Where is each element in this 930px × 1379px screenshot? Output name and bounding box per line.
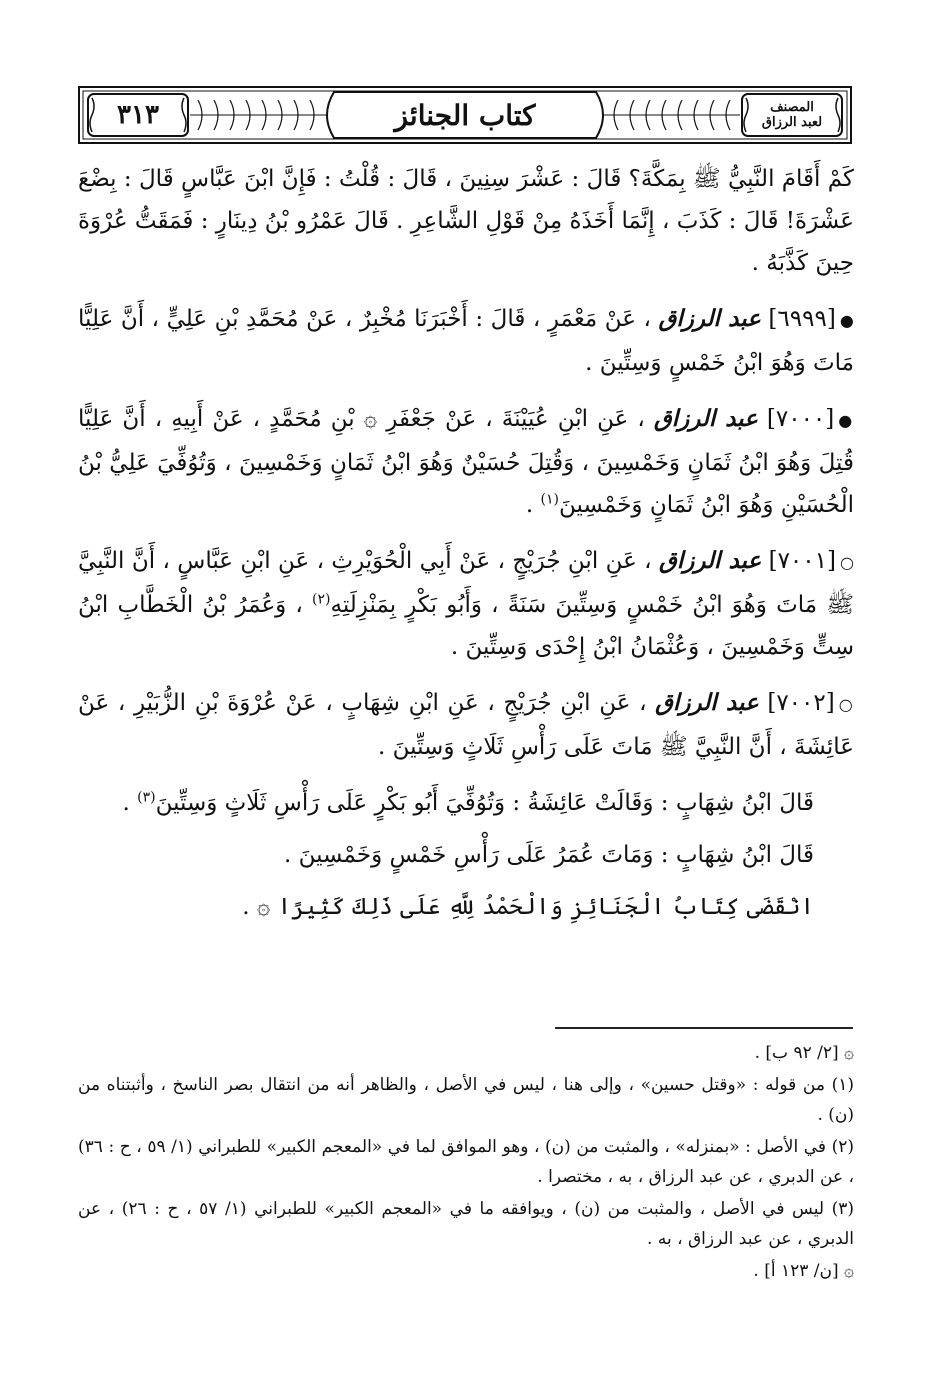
hadith-7002	[78, 682, 854, 768]
hadith-number: [٧٠٠١]	[768, 548, 836, 574]
hadith-number: [٧٠٠٢]	[767, 690, 835, 716]
paragraph-tail: ، وَعُمَرُ بْنُ الْخَطَّابِ ابْنُ سِتٍّ وَخَمْسِينَ ، وَعُثْمَانُ ابْنُ إِحْدَى وَسِتِّينَ .	[78, 592, 854, 660]
paragraph-text: ، عَنِ ابْنِ جُرَيْجٍ ، عَنْ أَبِي الْحُوَيْرِثِ ، عَنِ ابْنِ عَبَّاسٍ ، أَنَّ النَّبِيَّ ﷺ مَاتَ وَهُوَ ابْنُ خَمْسٍ وَسِتِّينَ سَنَةً ، وَأَبُو بَكْرٍ بِمَنْزِلَتِهِ	[78, 548, 854, 618]
paragraph-text: ، عَنِ ابْنِ عُيَيْنَةَ ، عَنْ جَعْفَرِ ۞ بْنِ مُحَمَّدٍ ، عَنْ أَبِيهِ ، أَنَّ عَلِيًّا قُتِلَ وَهُوَ ابْنُ ثَمَانٍ وَخَمْسِينَ ، وَقُتِلَ حُسَيْنٌ وَهُوَ ابْنُ ثَمَانٍ وَخَمْسِينَ ، وَتُوُفِّيَ عَلِيُّ بْنُ الْحُسَيْنِ وَهُوَ ابْنُ ثَمَانٍ وَخَمْسِينَ	[78, 406, 854, 518]
hadith-number: [٧٠٠٠]	[766, 406, 835, 432]
bullet-marker: ●	[838, 411, 855, 430]
paragraph-continuation	[78, 158, 854, 284]
narrator-name: عبد الرزاق	[658, 547, 762, 574]
logo-line: لعبد الرزاق	[761, 115, 823, 130]
narrator-name: عبد الرزاق	[658, 305, 761, 332]
footnote-item: ۞ [٢/ ٩٢ ب] .	[754, 1043, 854, 1063]
narrator-name: عبد الرزاق	[655, 689, 759, 716]
footnotes	[78, 1038, 854, 1288]
paragraph-text: ، عَنْ مَعْمَرٍ ، قَالَ : أَخْبَرَنَا مُخْبِرٌ ، عَنْ مُحَمَّدِ بْنِ عَلِيٍّ ، أَنَّ عَلِيًّا مَاتَ وَهُوَ ابْنُ خَمْسٍ وَسِتِّينَ .	[78, 306, 854, 376]
footnote-ref[interactable]: (٢)	[312, 591, 331, 608]
paragraph-tail: .	[525, 492, 541, 518]
bullet-marker: ●	[839, 311, 854, 330]
footnote-divider	[555, 1027, 853, 1029]
paragraph-text: انْقَضَى كِتَابُ الْجَنَائِزِ وَالْحَمْدُ لِلَّهِ عَلَى ذَلِكَ كَثِيرًا ۞ .	[242, 894, 814, 920]
footnote-item: ۞ [ن/ ١٢٣ أ] .	[753, 1261, 854, 1281]
hadith-number: [٦٩٩٩]	[768, 306, 836, 332]
circle-marker: ○	[839, 553, 855, 572]
book-logo	[744, 93, 840, 137]
narrator-name: عبد الرزاق	[653, 405, 758, 432]
hadith-7001	[78, 540, 854, 668]
sub-paragraph	[78, 834, 854, 876]
paragraph-tail: .	[122, 790, 138, 816]
main-text	[78, 158, 854, 938]
footnote-ref[interactable]: (١)	[540, 491, 559, 508]
page-number: ٣١٣	[117, 100, 159, 130]
hadith-6999	[78, 298, 854, 384]
paragraph-text: ، عَنِ ابْنِ جُرَيْجٍ ، عَنِ ابْنِ شِهَابٍ ، عَنْ عُرْوَةَ بْنِ الزُّبَيْرِ ، عَنْ عَائِشَةَ ، أَنَّ النَّبِيَّ ﷺ مَاتَ عَلَى رَأْسِ ثَلَاثٍ وَسِتِّينَ .	[78, 690, 854, 760]
page-header	[78, 86, 852, 144]
hadith-7000	[78, 398, 854, 526]
footnote-ref[interactable]: (٣)	[137, 789, 156, 806]
footnote-item: (٣) ليس في الأصل ، والمثبت من (ن) ، ويوافقه ما في «المعجم الكبير» للطبراني (١/ ٥٧ ، ح : ٢٦) ، عن الدبري ، عن عبد الرزاق ، به .	[78, 1199, 854, 1249]
paragraph-text: كَمْ أَقَامَ النَّبِيُّ ﷺ بِمَكَّةَ؟ قَالَ : عَشْرَ سِنِينَ ، قَالَ : قُلْتُ : فَإِنَّ ابْنَ عَبَّاسٍ قَالَ : بِضْعَ عَشْرَةَ! قَالَ : كَذَبَ ، إِنَّمَا أَخَذَهُ مِنْ قَوْلِ الشَّاعِرِ . قَالَ عَمْرُو بْنُ دِينَارٍ : فَمَقَتُّ عُرْوَةَ حِينَ كَذَّبَهُ .	[78, 166, 854, 276]
footnote-item: (١) من قوله : «وقتل حسين» ، وإلى هنا ، ليس في الأصل ، والظاهر أنه من انتقال بصر الناسخ ، وأثبتناه من (ن) .	[78, 1075, 854, 1125]
footnote-item: (٢) في الأصل : «بمنزله» ، والمثبت من (ن) ، وهو الموافق لما في «المعجم الكبير» للطبراني (١/ ٥٩ ، ح : ٣٦) ، عن الدبري ، عن عبد الرزاق ، به ، مختصرا .	[78, 1137, 854, 1187]
paragraph-text: قَالَ ابْنُ شِهَابٍ : وَمَاتَ عُمَرُ عَلَى رَأْسِ خَمْسٍ وَخَمْسِينَ .	[283, 842, 814, 868]
circle-marker: ○	[838, 695, 855, 714]
logo-line: المصنف	[770, 100, 814, 115]
paragraph-text: قَالَ ابْنُ شِهَابٍ : وَقَالَتْ عَائِشَةُ : وَتُوُفِّيَ أَبُو بَكْرٍ عَلَى رَأْسِ ثَلَاثٍ وَسِتِّينَ	[155, 790, 814, 816]
chapter-title: كتاب الجنائز	[394, 98, 536, 132]
chapter-end-line	[78, 886, 854, 928]
sub-paragraph	[78, 782, 854, 824]
